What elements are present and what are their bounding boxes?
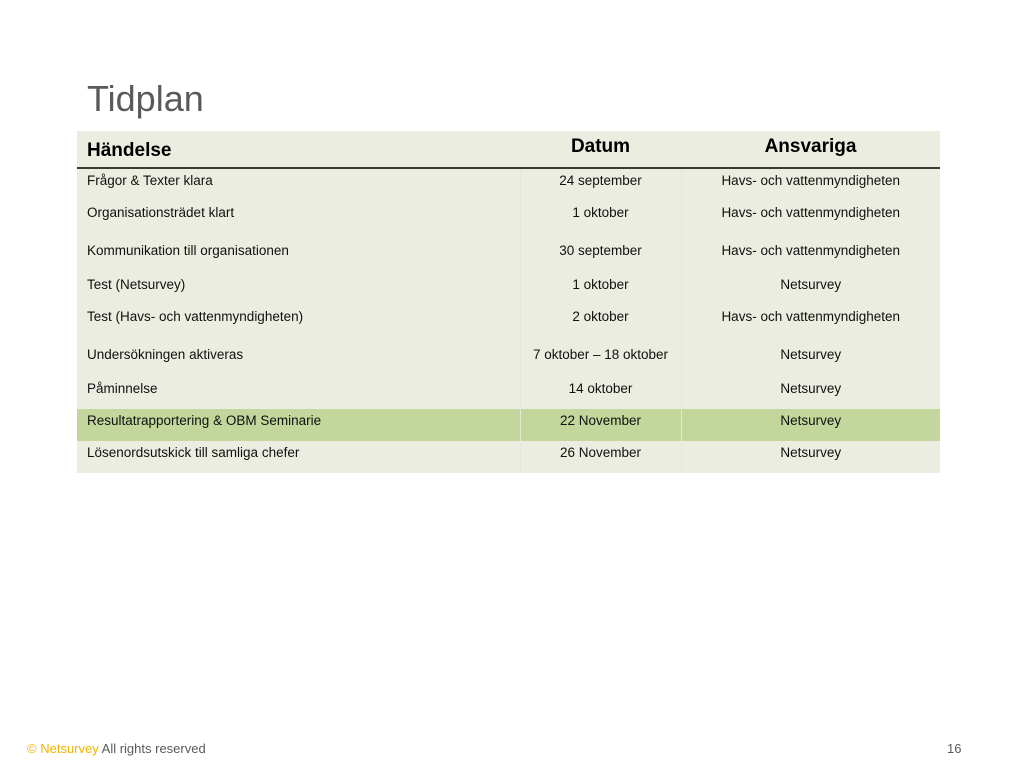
cell-responsible: Netsurvey (780, 347, 842, 362)
cell-date: 2 oktober (520, 305, 681, 337)
header-responsible: Ansvariga (681, 131, 940, 168)
table-header-row (77, 131, 940, 168)
cell-date: 22 November (520, 409, 681, 441)
cell-responsible: Netsurvey (780, 381, 842, 396)
cell-event: Test (Havs- och vattenmyndigheten) (77, 305, 520, 337)
cell-responsible: Havs- och vattenmyndigheten (721, 173, 901, 188)
cell-date: 1 oktober (520, 273, 681, 305)
cell-responsible: Havs- och vattenmyndigheten (721, 205, 901, 220)
slide-title: Tidplan (87, 78, 204, 119)
header-date: Datum (520, 131, 681, 168)
cell-event: Frågor & Texter klara (77, 168, 520, 201)
cell-event: Undersökningen aktiveras (77, 337, 520, 377)
cell-date: 14 oktober (520, 377, 681, 409)
cell-date: 24 september (520, 168, 681, 201)
cell-event: Påminnelse (77, 377, 520, 409)
cell-event: Organisationsträdet klart (77, 201, 520, 233)
table-row (77, 337, 940, 377)
cell-event: Lösenordsutskick till samliga chefer (77, 441, 520, 473)
cell-responsible: Havs- och vattenmyndigheten (721, 309, 901, 324)
table-row (77, 377, 940, 409)
table-row (77, 305, 940, 337)
table-row (77, 168, 940, 201)
cell-date: 1 oktober (520, 201, 681, 233)
cell-date: 7 oktober – 18 oktober (520, 337, 681, 377)
cell-responsible: Netsurvey (681, 409, 940, 441)
cell-responsible: Netsurvey (780, 277, 842, 292)
table-row (77, 233, 940, 273)
cell-event: Resultatrapportering & OBM Seminarie (77, 409, 520, 441)
cell-responsible: Havs- och vattenmyndigheten (721, 243, 901, 258)
footer-brand: Netsurvey (40, 741, 99, 756)
cell-date: 30 september (520, 233, 681, 273)
footer-copyright (27, 741, 206, 756)
cell-responsible: Netsurvey (780, 445, 842, 460)
table-row-highlighted (77, 409, 940, 441)
table-row (77, 441, 940, 473)
cell-date: 26 November (520, 441, 681, 473)
cell-event: Test (Netsurvey) (77, 273, 520, 305)
cell-event: Kommunikation till organisationen (77, 233, 520, 273)
header-event: Händelse (77, 131, 520, 168)
copyright-symbol: © (27, 741, 37, 756)
table-row (77, 201, 940, 233)
page-number: 16 (947, 741, 962, 756)
schedule-table (77, 131, 940, 473)
footer-rights: All rights reserved (101, 741, 206, 756)
table-row (77, 273, 940, 305)
